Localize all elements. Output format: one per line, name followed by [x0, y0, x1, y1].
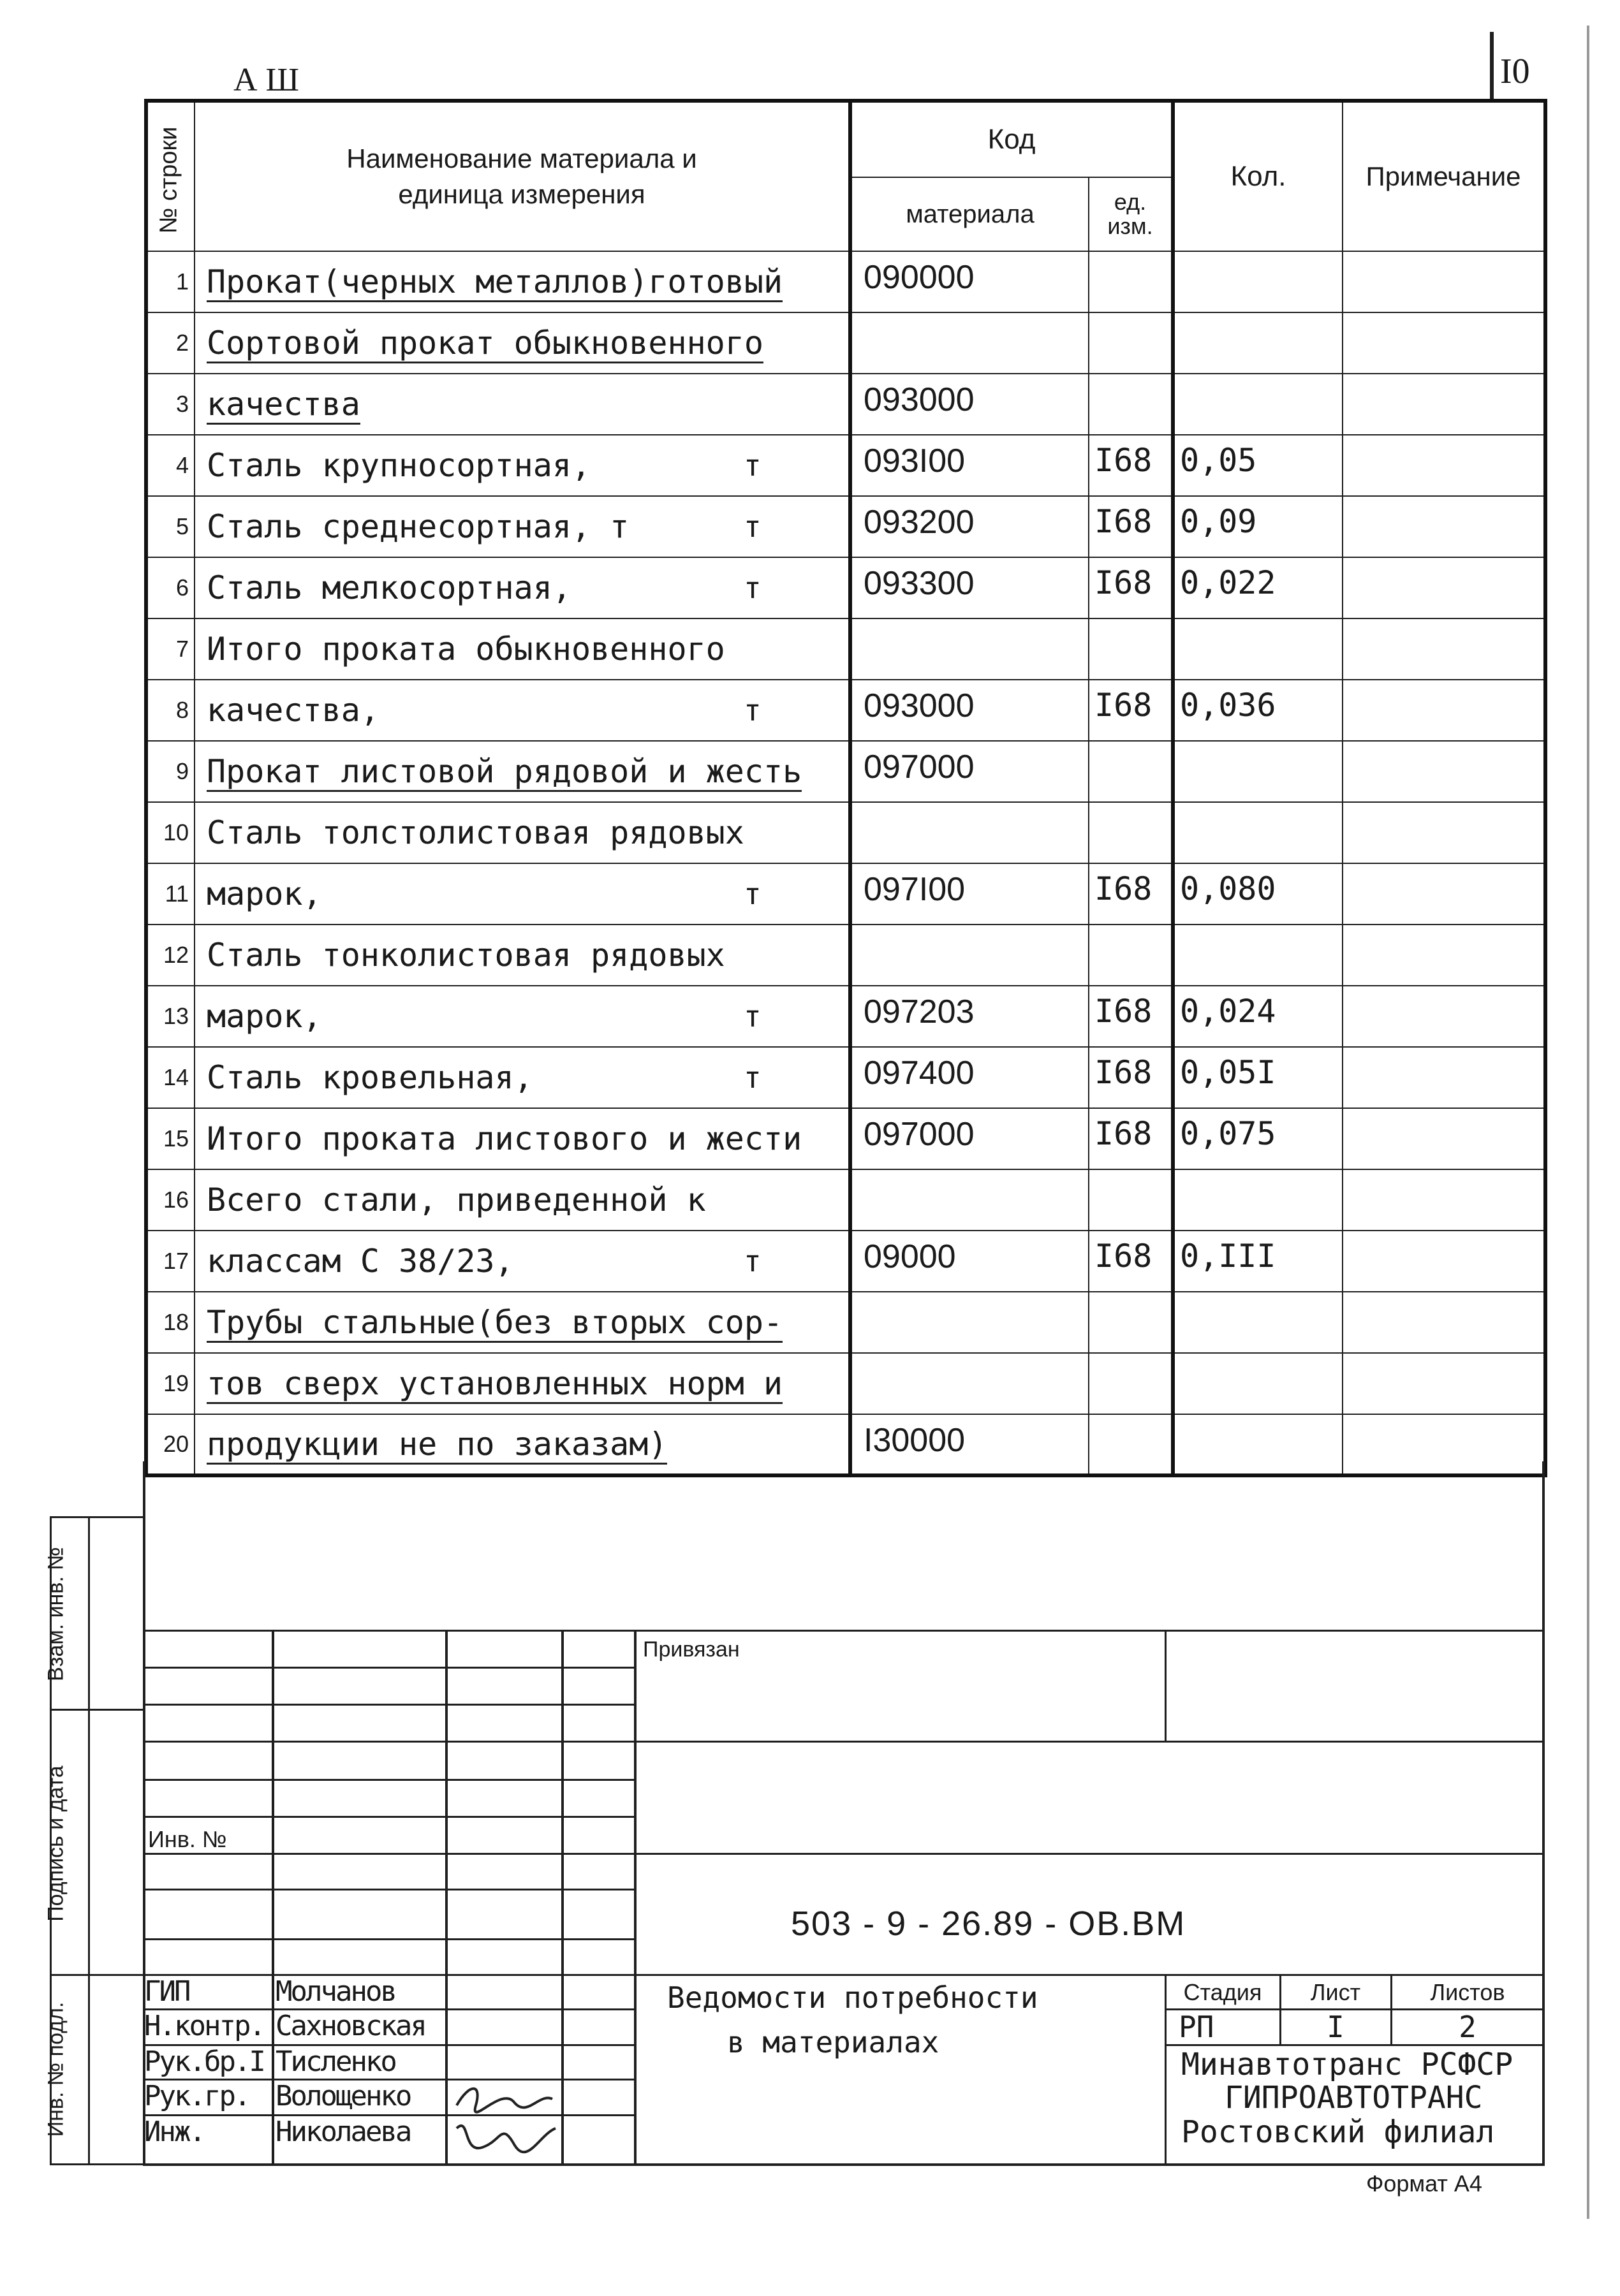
table-row	[146, 1047, 1545, 1108]
row-unit-code: I68	[1089, 1047, 1173, 1108]
header-note: Примечание	[1343, 101, 1545, 251]
right-margin-line	[1587, 26, 1589, 2219]
label-inv-podl: Инв. № подл.	[43, 2001, 68, 2137]
table-row	[146, 374, 1545, 435]
signer-role: Н.контр.	[144, 2010, 264, 2042]
row-number: 19	[146, 1353, 195, 1414]
row-qty: 0,080	[1173, 863, 1343, 925]
table-row	[146, 680, 1545, 741]
row-name	[195, 251, 850, 312]
signer-role: Инж.	[144, 2116, 204, 2148]
row-name	[195, 618, 850, 680]
sheet-label: Лист	[1310, 1979, 1361, 2005]
row-unit-code	[1089, 1353, 1173, 1414]
row-unit-code	[1089, 312, 1173, 374]
table-row	[146, 435, 1545, 496]
row-number: 15	[146, 1108, 195, 1169]
row-number: 12	[146, 925, 195, 986]
tb-vline-a	[272, 1630, 274, 2165]
row-note	[1343, 925, 1545, 986]
side-strip-right	[88, 1516, 90, 2164]
row-note	[1343, 1047, 1545, 1108]
row-qty: 0,III	[1173, 1231, 1343, 1292]
signer-name: Сахновская	[276, 2010, 425, 2042]
row-number: 8	[146, 680, 195, 741]
table-row	[146, 1292, 1545, 1353]
tb-stage-hline-2	[1165, 2044, 1545, 2046]
row-qty: 0,05I	[1173, 1047, 1343, 1108]
org-line-2: ГИПРОАВТОТРАНС	[1225, 2080, 1483, 2116]
row-qty: 0,036	[1173, 680, 1343, 741]
row-name-text: качества,	[207, 692, 379, 729]
row-code: 09000	[850, 1231, 1089, 1292]
row-code	[850, 618, 1089, 680]
table-row	[146, 925, 1545, 986]
header-row-no: № строки	[146, 101, 195, 251]
row-name-text: Трубы стальные(без вторых сор-	[207, 1304, 783, 1343]
table-row	[146, 496, 1545, 557]
table-row	[146, 1108, 1545, 1169]
row-qty	[1173, 618, 1343, 680]
row-note	[1343, 1231, 1545, 1292]
row-code: 093200	[850, 496, 1089, 557]
row-note	[1343, 863, 1545, 925]
row-number: 16	[146, 1169, 195, 1231]
row-unit-t: т	[744, 448, 762, 483]
row-name	[195, 986, 850, 1047]
row-unit-code	[1089, 925, 1173, 986]
row-number: 9	[146, 741, 195, 802]
header-name: Наименование материала и единица измерения	[195, 101, 850, 251]
tb-vline-c	[561, 1630, 564, 2165]
signer-name: Молчанов	[276, 1975, 395, 2008]
row-code	[850, 802, 1089, 863]
row-unit-code	[1089, 374, 1173, 435]
table-row	[146, 312, 1545, 374]
row-unit-code: I68	[1089, 863, 1173, 925]
row-name	[195, 374, 850, 435]
table-row	[146, 251, 1545, 312]
row-qty	[1173, 802, 1343, 863]
signature-1	[450, 2080, 559, 2118]
header-qty: Кол.	[1173, 101, 1343, 251]
row-name-text: Итого проката обыкновенного	[207, 631, 725, 668]
row-note	[1343, 741, 1545, 802]
row-name	[195, 1169, 850, 1231]
row-unit-code	[1089, 251, 1173, 312]
row-name	[195, 557, 850, 618]
row-qty	[1173, 1292, 1343, 1353]
row-note	[1343, 312, 1545, 374]
row-note	[1343, 618, 1545, 680]
sheets-value: 2	[1459, 2010, 1476, 2044]
row-qty	[1173, 374, 1343, 435]
top-left-mark: А Ш	[233, 62, 300, 98]
row-unit-code: I68	[1089, 680, 1173, 741]
row-name	[195, 802, 850, 863]
row-unit-t: т	[744, 877, 762, 911]
row-number: 5	[146, 496, 195, 557]
row-note	[1343, 986, 1545, 1047]
label-vzam-inv: Взам. инв. №	[43, 1547, 68, 1681]
row-unit-code	[1089, 1292, 1173, 1353]
row-name	[195, 863, 850, 925]
row-code: 093000	[850, 374, 1089, 435]
row-name	[195, 1353, 850, 1414]
table-row	[146, 986, 1545, 1047]
doc-title-line-2: в материалах	[727, 2025, 939, 2059]
row-note	[1343, 1169, 1545, 1231]
row-unit-t: т	[744, 693, 762, 728]
row-number: 14	[146, 1047, 195, 1108]
row-unit-code: I68	[1089, 986, 1173, 1047]
header-code-unit: ед. изм.	[1089, 177, 1173, 251]
signer-role: Рук.бр.I	[144, 2045, 264, 2078]
row-name-text: Прокат(черных металлов)готовый	[207, 263, 783, 302]
table-row	[146, 1231, 1545, 1292]
row-number: 13	[146, 986, 195, 1047]
row-unit-code: I68	[1089, 1108, 1173, 1169]
side-strip-bottom	[50, 2163, 144, 2165]
signer-name: Тисленко	[276, 2045, 395, 2078]
row-code: 097000	[850, 1108, 1089, 1169]
row-unit-t: т	[744, 1060, 762, 1095]
materials-table	[144, 99, 1547, 1477]
row-name-text: Сталь тонколистовая рядовых	[207, 937, 725, 974]
row-note	[1343, 1353, 1545, 1414]
row-name-text: марок,	[207, 875, 322, 912]
row-note	[1343, 680, 1545, 741]
tb-hline-3	[143, 1741, 1545, 1743]
table-row	[146, 802, 1545, 863]
row-unit-code: I68	[1089, 557, 1173, 618]
row-name-text: Сталь крупносортная,	[207, 447, 591, 484]
tb-vline-e	[1165, 1630, 1167, 1742]
tb-right-border	[1542, 1461, 1545, 2165]
row-unit-code	[1089, 741, 1173, 802]
row-unit-code: I68	[1089, 496, 1173, 557]
row-qty: 0,024	[1173, 986, 1343, 1047]
row-qty	[1173, 741, 1343, 802]
table-row	[146, 618, 1545, 680]
row-note	[1343, 1108, 1545, 1169]
row-name-text: Сталь мелкосортная,	[207, 569, 571, 606]
row-note	[1343, 435, 1545, 496]
row-number: 10	[146, 802, 195, 863]
tb-hline-0	[143, 1630, 1545, 1632]
row-name	[195, 680, 850, 741]
tb-vline-d	[634, 1630, 637, 2165]
row-number: 3	[146, 374, 195, 435]
row-name-text: Всего стали, приведенной к	[207, 1181, 706, 1218]
signer-name: Волощенко	[276, 2080, 411, 2112]
row-number: 6	[146, 557, 195, 618]
row-name-text: Сталь среднесортная, т	[207, 508, 630, 545]
row-unit-code: I68	[1089, 435, 1173, 496]
row-qty	[1173, 1414, 1343, 1475]
row-qty	[1173, 925, 1343, 986]
row-number: 20	[146, 1414, 195, 1475]
row-name	[195, 1108, 850, 1169]
sheets-label: Листов	[1430, 1979, 1505, 2005]
row-name-text: Итого проката листового и жести	[207, 1120, 802, 1157]
table-row	[146, 1414, 1545, 1475]
row-code	[850, 312, 1089, 374]
row-qty	[1173, 251, 1343, 312]
row-code: 097400	[850, 1047, 1089, 1108]
row-code: 093300	[850, 557, 1089, 618]
row-note	[1343, 802, 1545, 863]
row-unit-t: т	[744, 509, 762, 544]
signature-2	[450, 2116, 559, 2160]
row-name	[195, 1414, 850, 1475]
row-name	[195, 741, 850, 802]
row-number: 18	[146, 1292, 195, 1353]
org-line-3: Ростовский филиал	[1181, 2114, 1495, 2150]
row-name	[195, 435, 850, 496]
page-number: I0	[1500, 52, 1530, 91]
row-qty	[1173, 312, 1343, 374]
row-unit-code	[1089, 618, 1173, 680]
row-name-text: классам С 38/23,	[207, 1243, 514, 1280]
row-unit-t: т	[744, 571, 762, 605]
row-code: 097I00	[850, 863, 1089, 925]
row-code	[850, 1353, 1089, 1414]
table-row	[146, 1169, 1545, 1231]
row-code: 097000	[850, 741, 1089, 802]
row-code	[850, 925, 1089, 986]
row-note	[1343, 251, 1545, 312]
tb-bottom-border	[143, 2163, 1545, 2166]
row-number: 17	[146, 1231, 195, 1292]
table-row	[146, 863, 1545, 925]
row-unit-code	[1089, 1414, 1173, 1475]
stage-value: РП	[1179, 2010, 1214, 2044]
row-name-text: тов сверх установленных норм и	[207, 1365, 783, 1404]
side-strip-top	[50, 1516, 144, 1518]
table-row	[146, 1353, 1545, 1414]
row-qty	[1173, 1169, 1343, 1231]
signer-name: Николаева	[276, 2116, 411, 2148]
row-unit-t: т	[744, 999, 762, 1034]
doc-title-line-1: Ведомости потребности	[667, 1980, 1038, 2015]
privyazan-label: Привязан	[643, 1637, 740, 1662]
row-code: 090000	[850, 251, 1089, 312]
row-name-text: продукции не по заказам)	[207, 1426, 667, 1465]
row-number: 1	[146, 251, 195, 312]
row-code	[850, 1169, 1089, 1231]
label-podpis-data: Подпись и дата	[43, 1766, 68, 1922]
row-code: 097203	[850, 986, 1089, 1047]
header-code: Код	[850, 101, 1173, 177]
row-unit-t: т	[744, 1244, 762, 1278]
row-code: 093I00	[850, 435, 1089, 496]
row-note	[1343, 557, 1545, 618]
stage-label: Стадия	[1183, 1979, 1262, 2005]
row-name	[195, 1292, 850, 1353]
table-row	[146, 557, 1545, 618]
row-note	[1343, 1414, 1545, 1475]
row-number: 11	[146, 863, 195, 925]
table-row	[146, 741, 1545, 802]
row-name	[195, 1231, 850, 1292]
row-name-text: Сталь толстолистовая рядовых	[207, 814, 744, 851]
signer-role: ГИП	[144, 1975, 189, 2008]
row-name-text: Прокат листовой рядовой и жесть	[207, 753, 802, 792]
row-name-text: Сталь кровельная,	[207, 1059, 533, 1096]
row-name	[195, 1047, 850, 1108]
row-name	[195, 312, 850, 374]
row-code	[850, 1292, 1089, 1353]
row-code: 093000	[850, 680, 1089, 741]
row-qty: 0,05	[1173, 435, 1343, 496]
tb-vline-b	[445, 1630, 448, 2165]
format-label: Формат А4	[1366, 2170, 1482, 2197]
row-name-text: Сортовой прокат обыкновенного	[207, 325, 763, 363]
row-qty	[1173, 1353, 1343, 1414]
row-number: 2	[146, 312, 195, 374]
inv-no-label: Инв. №	[148, 1826, 227, 1852]
signer-role: Рук.гр.	[144, 2080, 249, 2112]
row-name	[195, 496, 850, 557]
org-line-1: Минавтотранс РСФСР	[1181, 2047, 1513, 2082]
row-qty: 0,09	[1173, 496, 1343, 557]
row-note	[1343, 1292, 1545, 1353]
tb-hline-6	[143, 1853, 1545, 1855]
row-name-text: качества	[207, 386, 360, 425]
row-name	[195, 925, 850, 986]
row-name-text: марок,	[207, 998, 322, 1035]
side-divider-2	[50, 1974, 144, 1976]
side-divider-1	[50, 1709, 144, 1711]
row-note	[1343, 374, 1545, 435]
row-qty: 0,022	[1173, 557, 1343, 618]
row-number: 4	[146, 435, 195, 496]
page-number-bracket	[1490, 32, 1494, 102]
row-code: I30000	[850, 1414, 1089, 1475]
row-qty: 0,075	[1173, 1108, 1343, 1169]
row-unit-code	[1089, 1169, 1173, 1231]
designation: 503 - 9 - 26.89 - ОВ.ВМ	[791, 1905, 1186, 1943]
row-note	[1343, 496, 1545, 557]
sheet-value: I	[1327, 2010, 1344, 2044]
row-unit-code	[1089, 802, 1173, 863]
row-unit-code: I68	[1089, 1231, 1173, 1292]
header-code-material: материала	[850, 177, 1089, 251]
row-number: 7	[146, 618, 195, 680]
